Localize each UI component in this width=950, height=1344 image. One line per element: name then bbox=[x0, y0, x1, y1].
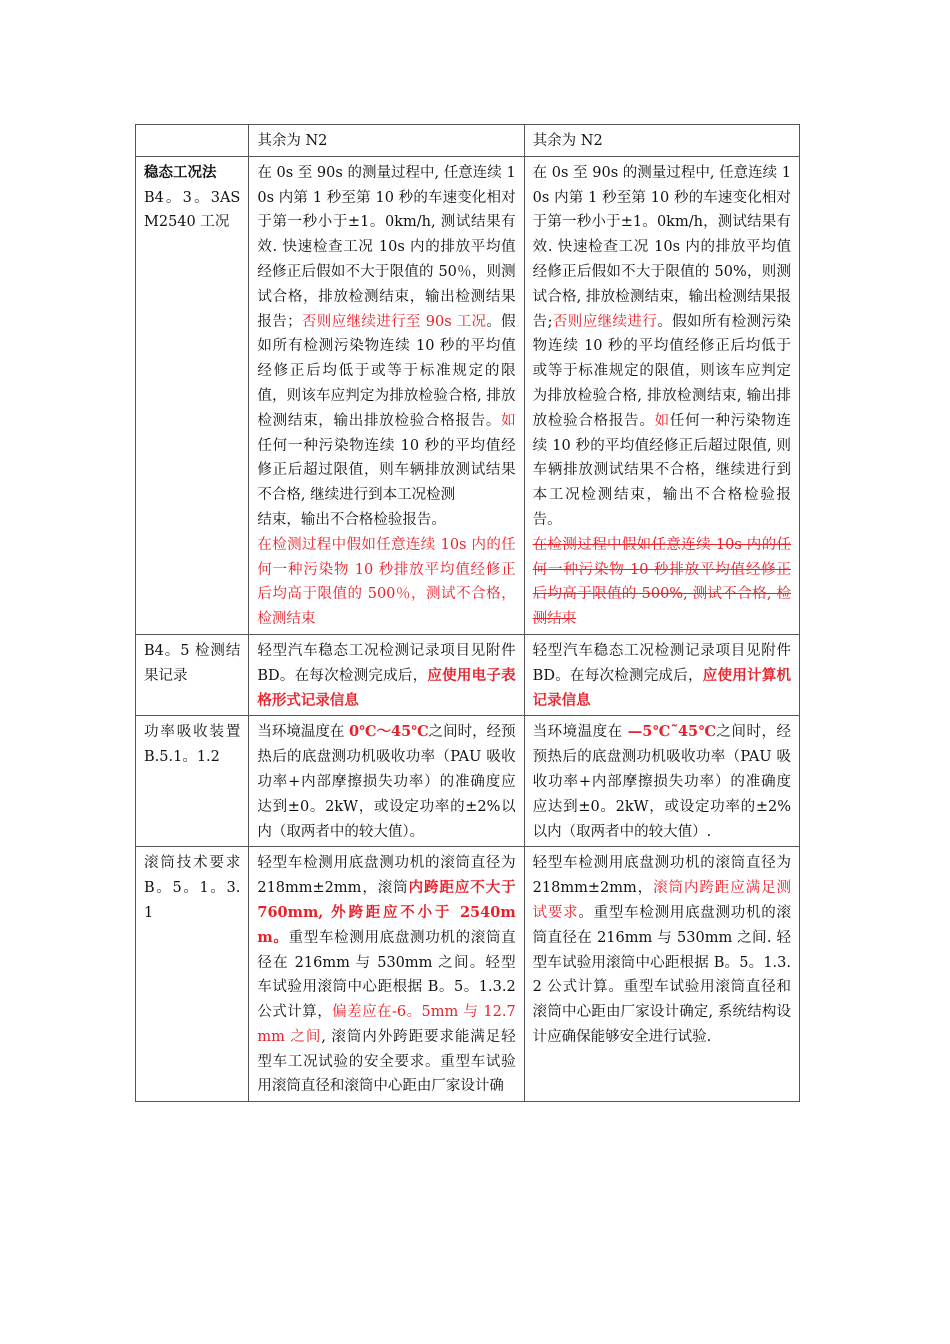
cell-text-red: 否则应继续进行 bbox=[552, 313, 658, 330]
cell-left bbox=[249, 634, 524, 715]
cell-left bbox=[249, 156, 524, 634]
row-label-title: 稳态工况法 bbox=[144, 163, 217, 181]
cell-text-red: 如 bbox=[501, 412, 516, 429]
cell-text: 其余为 N2 bbox=[257, 133, 328, 149]
cell-text: 任何一种污染物连续 10 秒的平均值经修正后超过限值，则车辆排放测试结果不合格, 继续进行到本工况检测 bbox=[257, 437, 516, 504]
cell-text: 当环境温度在 bbox=[257, 724, 350, 741]
cell-text: 任何一种污染物连续 10 秒的平均值经修正后超过限值, 则车辆排放测试结果不合格，继续进行到本工况检测结束，输出不合格检验报告。 bbox=[532, 412, 792, 528]
cell-text-red: 滚筒内跨距应满足测试要求 bbox=[532, 880, 791, 921]
cell-right bbox=[524, 125, 799, 157]
cell-text: 当环境温度在 bbox=[532, 724, 628, 741]
cell-left bbox=[249, 125, 524, 157]
cell-text: 。假如所有检测污染物连续 10 秒的平均值经修正后均低于或等于标准规定的限值，则该车应判定为排放检验合格, 排放检测结束，输出排放检验合格报告。 bbox=[257, 313, 516, 429]
cell-text: 重型车检测用底盘测功机的滚筒直径在 216mm 与 530mm 之间。轻型车试验用滚筒中心距根据 B。5。1.3.2 公式计算， bbox=[257, 929, 516, 1021]
cell-text-red: 否则应继续进行至 90s 工况 bbox=[301, 313, 487, 330]
cell-left bbox=[249, 847, 524, 1102]
table-row bbox=[136, 847, 800, 1102]
cell-text: 之间时，经预热后的底盘测功机吸收功率（PAU 吸收功率+内部摩擦损失功率）的准确度应达到±0。2kW，或设定功率的±2%以内（取两者中的较大值）. bbox=[532, 724, 791, 840]
cell-text: 轻型车检测用底盘测功机的滚筒直径为 218mm±2mm， bbox=[532, 855, 791, 897]
comparison-table bbox=[135, 124, 800, 1102]
cell-text: 之间时，经预热后的底盘测功机吸收功率（PAU 吸收功率+内部摩擦损失功率）的准确度应达到±0。2kW，或设定功率的±2%以内（取两者中的较大值）。 bbox=[257, 724, 516, 840]
cell-text: , 滚筒内外跨距要求能满足轻型车工况试验的安全要求。重型车试验用滚筒直径和滚筒中心距由厂家设计确 bbox=[257, 1028, 516, 1095]
cell-text-red: 在检测过程中假如任意连续 10s 内的任何一种污染物 10 秒排放平均值经修正后均高于限值的 500％，测试不合格，检测结束 bbox=[257, 536, 516, 628]
row-label bbox=[136, 156, 249, 634]
cell-left bbox=[249, 716, 524, 847]
cell-text: 轻型汽车稳态工况检测记录项目见附件 BD。在每次检测完成后， bbox=[532, 642, 791, 684]
cell-text: 轻型汽车稳态工况检测记录项目见附件 BD。在每次检测完成后， bbox=[257, 642, 516, 684]
row-label-text: B4。5 检测结果记录 bbox=[144, 642, 241, 684]
cell-text: 结束，输出不合格检验报告。 bbox=[257, 511, 446, 528]
cell-text-red-bold: 应使用计算机记录信息 bbox=[532, 666, 791, 709]
table-row bbox=[136, 634, 800, 715]
row-label bbox=[136, 716, 249, 847]
cell-right bbox=[524, 156, 799, 634]
table-row bbox=[136, 156, 800, 634]
cell-text: 。假如所有检测污染物连续 10 秒的平均值经修正后均低于或等于标准规定的限值，则该车应判定为排放检验合格, 排放检测结束, 输出排放检验合格报告。 bbox=[532, 313, 791, 429]
cell-text-red: 如 bbox=[654, 412, 670, 429]
cell-text-red: 偏差应在-6。5mm 与 12.7mm 之间 bbox=[257, 1004, 516, 1045]
row-label bbox=[136, 847, 249, 1102]
cell-text-red-bold: 应使用电子表格形式记录信息 bbox=[257, 666, 516, 709]
row-label bbox=[136, 634, 249, 715]
cell-text-red-bold: 内跨距应不大于 760mm, 外跨距应不小于 2540mm。 bbox=[257, 879, 516, 946]
cell-text-deleted: 在检测过程中假如任意连续 10s 内的任何一种污染物 10 秒排放平均值经修正后均高于限值的 500%, 测试不合格, 检测结束 bbox=[532, 536, 791, 628]
cell-text: 在 0s 至 90s 的测量过程中, 任意连续 10s 内第 1 秒至第 10 秒的车速变化相对于第一秒小于±1。0km/h，测试结果有效. 快速检查工况 10s 内的排放平均值经修正后假如不大于限值的 50%，则测试合格, 排放检测结束，输出检测结果报告; bbox=[532, 164, 791, 330]
cell-text: 。重型车检测用底盘测功机的滚筒直径在 216mm 与 530mm 之间. 轻型车试验用滚筒中心距根据 B。5。1.3.2 公式计算。重型车试验用滚筒直径和滚筒中心距由厂家设计确定, 系统结构设计应确保能够安全进行试验. bbox=[532, 904, 791, 1045]
table-row bbox=[136, 125, 800, 157]
cell-right bbox=[524, 716, 799, 847]
cell-text-red-bold: 0℃～45℃ bbox=[349, 723, 429, 741]
cell-text: 轻型车检测用底盘测功机的滚筒直径为 218mm±2mm，滚筒 bbox=[257, 855, 516, 897]
cell-text: 在 0s 至 90s 的测量过程中, 任意连续 10s 内第 1 秒至第 10 秒的车速变化相对于第一秒小于±1。0km/h, 测试结果有效. 快速检查工况 10s 内的排放平均值经修正后假如不大于限值的 50％，则测试合格，排放检测结束，输出检测结果报告； bbox=[257, 164, 516, 330]
cell-right bbox=[524, 634, 799, 715]
cell-text-red-bold: —5℃˜45℃ bbox=[627, 723, 717, 741]
cell-text: 其余为 N2 bbox=[532, 133, 603, 149]
row-label-text: B4。3。3AS M2540 工况 bbox=[144, 189, 241, 231]
row-label-text: 功率吸收装置 B.5.1。1.2 bbox=[144, 724, 241, 766]
row-label bbox=[136, 125, 249, 157]
cell-right bbox=[524, 847, 799, 1102]
row-label-text: 滚筒技术要求 B。5。1。3. 1 bbox=[144, 855, 241, 921]
table-row bbox=[136, 716, 800, 847]
